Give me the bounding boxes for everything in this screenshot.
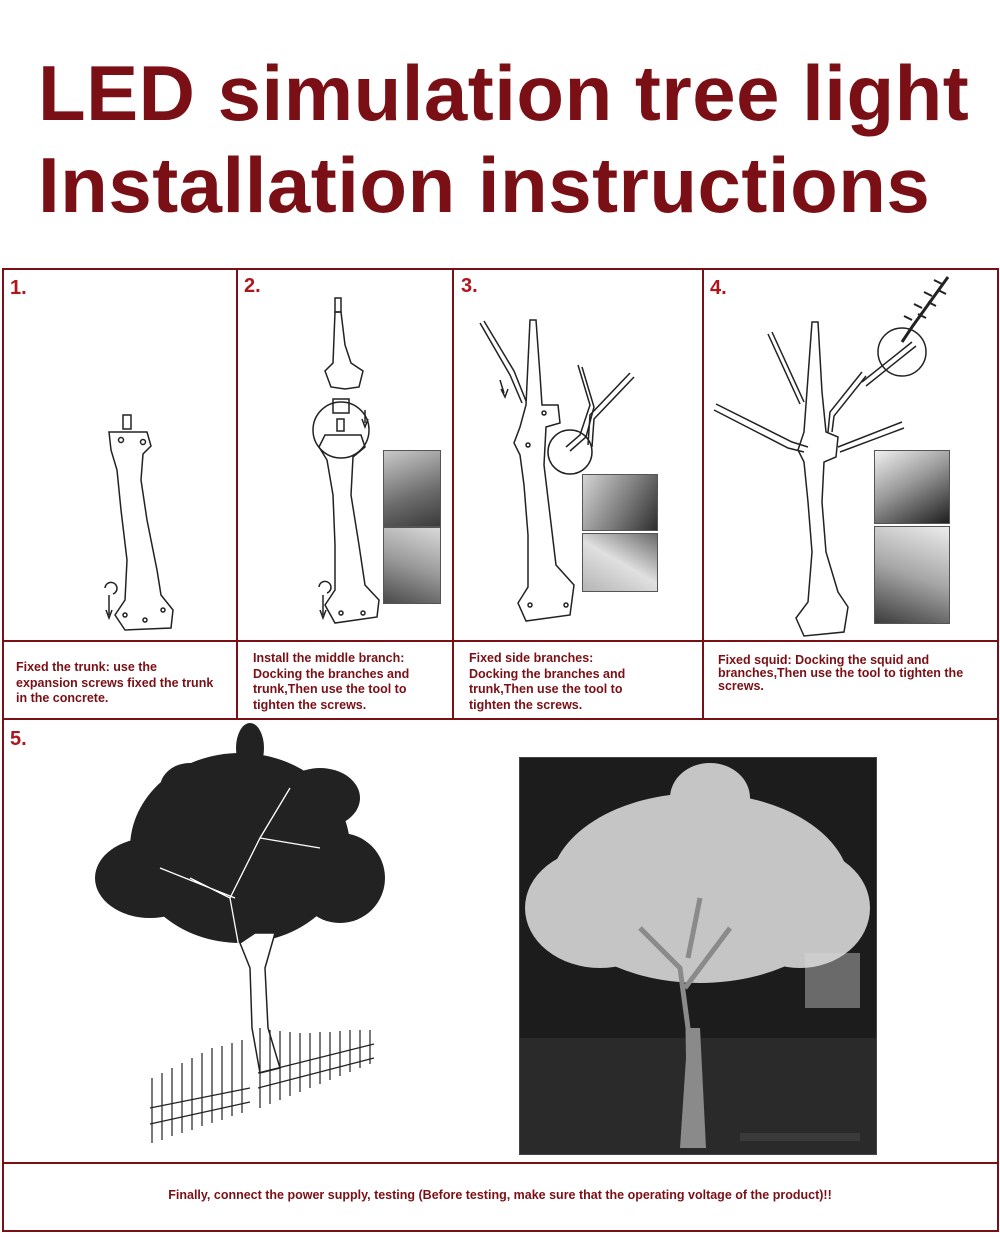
lit-tree-graphic	[520, 758, 876, 1154]
divider	[452, 268, 454, 720]
caption-line: tighten the screws.	[469, 697, 583, 712]
install-photo-squid-joint	[874, 450, 950, 524]
divider	[2, 1162, 999, 1164]
caption-line: Fixed side branches:	[469, 651, 594, 665]
step-caption-4	[718, 654, 993, 693]
page-title-line2: Installation instructions	[38, 141, 931, 229]
install-photo-branch-joint	[582, 533, 658, 592]
final-note: Finally, connect the power supply, testing (Before testing, make sure that the operating voltage of the product)!!	[168, 1188, 832, 1202]
step-number-4: 4.	[710, 277, 727, 299]
divider	[236, 268, 238, 720]
middle-branch-illustration	[305, 295, 395, 635]
step-number-5: 5.	[10, 728, 27, 750]
caption-line: Docking the branches and	[469, 666, 626, 681]
caption-line: Fixed the trunk: use the	[16, 660, 157, 674]
caption-line: Fixed squid: Docking the squid and	[718, 653, 930, 667]
caption-line: trunk,Then use the tool to	[469, 682, 623, 696]
caption-line: Docking the branches and	[253, 666, 410, 681]
caption-line: screws.	[718, 679, 764, 693]
step-caption-1	[16, 660, 231, 707]
caption-line: in the concrete.	[16, 691, 109, 705]
caption-line: trunk,Then use the tool to	[253, 682, 407, 696]
install-photo-tool	[383, 450, 441, 527]
install-photo-hammer	[582, 474, 658, 531]
caption-line: expansion screws fixed the trunk	[16, 675, 214, 690]
step-caption-3	[469, 651, 699, 713]
caption-line: tighten the screws.	[253, 697, 367, 712]
step-number-1: 1.	[10, 277, 27, 299]
caption-line: Install the middle branch:	[253, 651, 405, 665]
finished-tree-illustration	[90, 728, 390, 1148]
step-caption-2	[253, 651, 448, 713]
install-photo-joint	[383, 527, 441, 604]
divider	[702, 268, 704, 720]
step-number-3: 3.	[461, 275, 478, 297]
page-title-line1: LED simulation tree light	[38, 49, 970, 137]
install-photo-squid-cable	[874, 526, 950, 624]
finished-tree-photo	[519, 757, 877, 1155]
trunk-illustration	[95, 410, 185, 640]
caption-line: branches,Then use the tool to tighten the	[718, 666, 964, 680]
divider	[2, 718, 999, 720]
step-number-2: 2.	[244, 275, 261, 297]
